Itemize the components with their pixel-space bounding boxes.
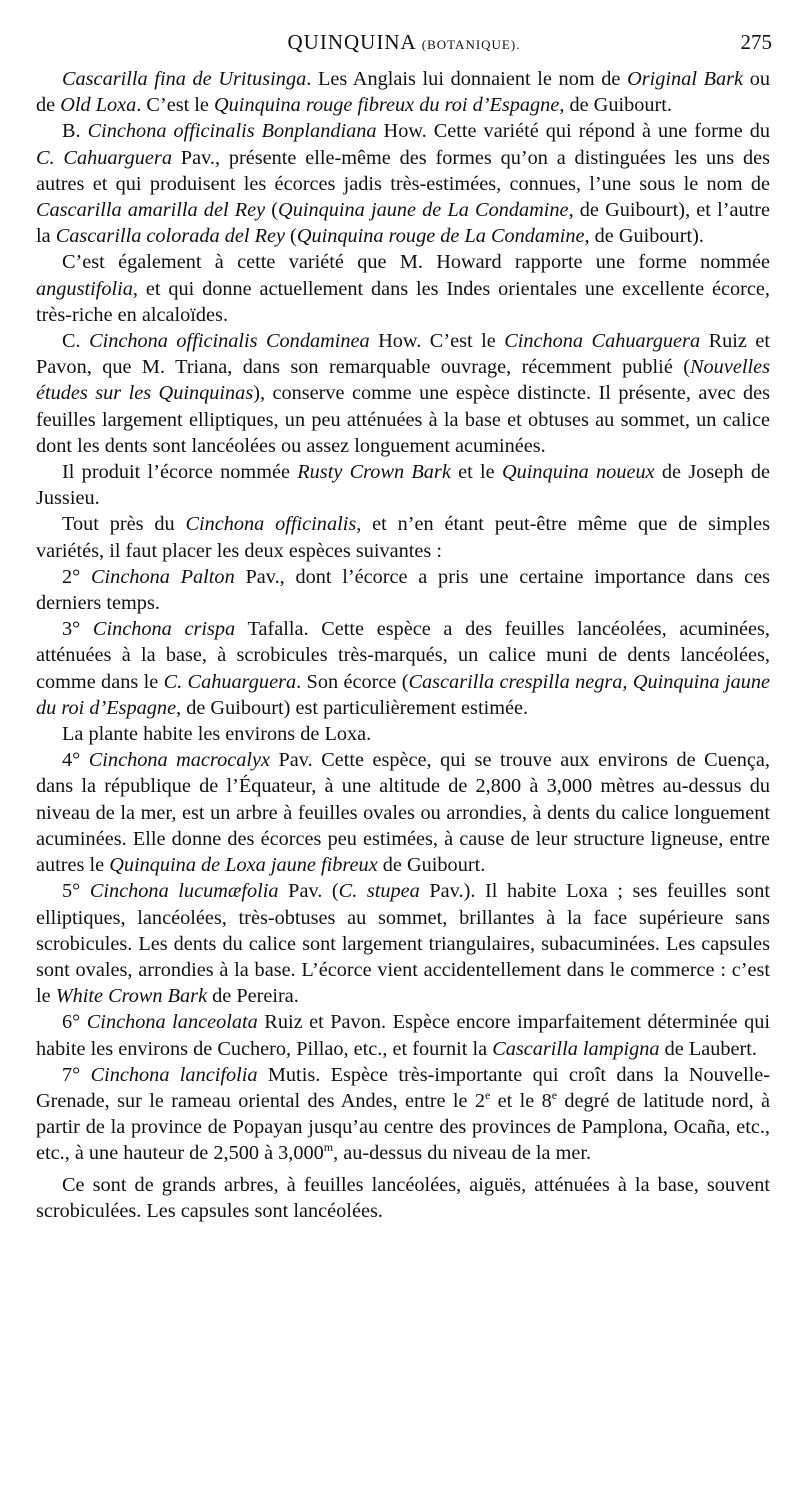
paragraph-4 [36,328,770,459]
text-run: Pav., présente elle-même des formes qu’on a distinguées les uns des autres et qui produisent les écorces jadis très-estimées, connues, l’une sous le nom de [36,146,770,195]
paragraph-8 [36,616,770,721]
italic-text: Cinchona officinalis [185,513,357,536]
text-run: 5° [62,880,90,903]
italic-text: angustifolia [36,277,133,300]
text-run: La plante habite les environs de Loxa. [62,723,372,746]
text-run: 7° [62,1063,91,1086]
text-run: de Joseph de Jussieu. [36,461,770,510]
paragraph-2 [36,118,770,249]
text-run: , de Guibourt). [584,225,704,248]
text-run: Mutis. Espèce très-importante qui croît dans la Nouvelle-Grenade, sur le rameau oriental des Andes, entre le 2 [36,1063,770,1112]
paragraph-7 [36,564,770,616]
text-run: . Les Anglais lui donnaient le nom de [306,68,628,90]
italic-text: White Crown Bark [55,985,208,1008]
paragraph-5 [36,459,770,511]
text-run: de Guibourt. [377,854,486,877]
superscript: e [484,1088,491,1103]
text-run: de Pereira. [207,985,299,1008]
text-run: ), conserve comme une espèce distincte. Il présente, avec des feuilles largement elliptiques, un peu atténuées à la base et obtuses au sommet, un calice dont les dents sont lancéolées ou assez longuement acuminées. [36,382,770,457]
text-run: B. [62,120,88,143]
text-run: Ce sont de grands arbres, à feuilles lancéolées, aiguës, atténuées à la base, souvent scrobiculées. Les capsules sont lancéolées. [36,1173,770,1222]
text-run: C’est également à cette variété que M. Howard rapporte une forme nommée [62,251,770,274]
text-run: C. [62,330,90,353]
paragraph-12 [36,1009,770,1061]
italic-text: Original Bark [627,68,744,90]
italic-text: Quinquina jaune de La Condamine [278,199,569,222]
text-run: How. C’est le [369,330,505,353]
italic-text: Quinquina rouge fibreux du roi d’Espagne [214,94,560,117]
text-run: , au-dessus du niveau de la mer. [333,1142,592,1165]
paragraph-3 [36,249,770,328]
italic-text: Cinchona lancifolia [90,1063,258,1086]
page-number: 275 [740,30,772,54]
italic-text: C. Cahuarguera [36,146,172,169]
paragraph-13 [36,1062,770,1167]
text-run: Tout près du [62,513,186,536]
italic-text: Cinchona lucumæfolia [89,880,279,903]
text-run: degré de latitude nord, à partir de la province de Popayan jusqu’au centre des provinces de Pamplona, Ocaña, etc., etc., à une hauteur de 2,500 à 3,000 [36,1089,771,1165]
text-run: Pav. ( [278,880,339,903]
text-run: , de Guibourt. [559,94,672,117]
paragraph-1 [36,66,770,118]
italic-text: Cascarilla colorada del Rey [55,225,285,248]
italic-text: Cascarilla lampigna [492,1037,660,1060]
italic-text: Cascarilla amarilla del Rey [36,199,266,222]
text-run: Ruiz et Pavon, que M. Triana, dans son remarquable ouvrage, récemment publié ( [36,330,770,379]
text-run: . C’est le [136,94,215,117]
text-run: Pav. Cette espèce, qui se trouve aux environs de Cuença, dans la république de l’Équateur, à une altitude de 2,800 à 3,000 mètres au-dessus du niveau de la mer, est un arbre à feuilles ovales ou arrondies, à dents du calice longuement acuminées. Elle donne des écorces peu estimées, à cause de leur structure ligneuse, entre autres le [36,749,770,877]
italic-text: Cinchona Palton [91,565,235,588]
italic-text: C. stupea [338,880,420,903]
text-run: 2° [62,565,92,588]
header-title: QUINQUINA [287,30,416,54]
text-run: Il produit l’écorce nommée [62,461,298,484]
text-run: , de Guibourt), et l’autre la [36,199,770,248]
running-header [36,30,772,60]
text-run: How. Cette variété qui répond à une forme du [376,120,770,143]
text-run: , de Guibourt) est particulièrement estimée. [176,696,529,719]
italic-text: Nouvelles études sur les Quinquinas [36,356,770,405]
body-text [36,66,770,1224]
italic-text: Rusty Crown Bark [297,461,451,484]
superscript: e [551,1088,558,1103]
paragraph-11 [36,878,770,1009]
paragraph-14 [36,1172,770,1224]
italic-text: Old Loxa [60,94,137,117]
paragraph-6 [36,511,770,563]
text-run: Tafalla. Cette espèce a des feuilles lancéolées, acuminées, atténuées à la base, à scrobicules très-marqués, un calice muni de dents lancéolées, comme dans le [36,618,770,693]
text-run: ( [265,199,279,222]
italic-text: Cinchona officinalis Condaminea [89,330,370,353]
italic-text: Quinquina noueux [501,461,655,484]
text-run: , et n’en étant peut-être même que de simples variétés, il faut placer les deux espèces suivantes : [36,513,771,562]
text-run: 3° [62,618,93,641]
text-run: et le [450,461,502,484]
running-title [36,30,772,55]
paragraph-9 [36,721,770,747]
superscript: m [323,1140,334,1155]
italic-text: Cinchona lanceolata [86,1011,258,1034]
italic-text: Cinchona macrocalyx [88,749,270,772]
italic-text: Quinquina de Loxa jaune fibreux [109,854,378,877]
text-run: et le 8 [490,1089,552,1112]
paragraph-10 [36,747,770,878]
text-run: de Laubert. [659,1037,757,1060]
italic-text: Cascarilla crespilla negra, Quinquina jaune du roi d’Espagne [36,670,770,719]
italic-text: Cascarilla fina de Uritusinga [62,68,307,90]
italic-text: C. Cahuarguera [163,670,297,693]
text-run: Pav.). Il habite Loxa ; ses feuilles sont elliptiques, lancéolées, très-obtuses au sommet, brillantes à la face supérieure sans scrobicules. Les dents du calice sont largement triangulaires, subacuminées. Les capsules sont ovales, arrondies à la base. L’écorce vient accidentellement dans le commerce : c’est le [36,880,771,1008]
text-run: , et qui donne actuellement dans les Indes orientales une excellente écorce, très-riche en alcaloïdes. [36,277,770,326]
italic-text: Cinchona Cahuarguera [504,330,701,353]
text-run: ( [284,225,297,248]
header-section: (BOTANIQUE). [421,37,521,52]
text-run: 6° [62,1011,87,1034]
italic-text: Cinchona officinalis Bonplandiana [87,120,377,143]
text-run: Pav., dont l’écorce a pris une certaine importance dans ces derniers temps. [36,565,770,615]
text-run: Ruiz et Pavon. Espèce encore imparfaitement déterminée qui habite les environs de Cuchero, Pillao, etc., et fournit la [36,1011,770,1060]
italic-text: Quinquina rouge de La Condamine [296,225,585,248]
text-run: 4° [62,749,89,772]
text-run: . Son écorce ( [296,670,409,693]
text-run: ou de [36,68,770,117]
italic-text: Cinchona crispa [92,618,236,641]
